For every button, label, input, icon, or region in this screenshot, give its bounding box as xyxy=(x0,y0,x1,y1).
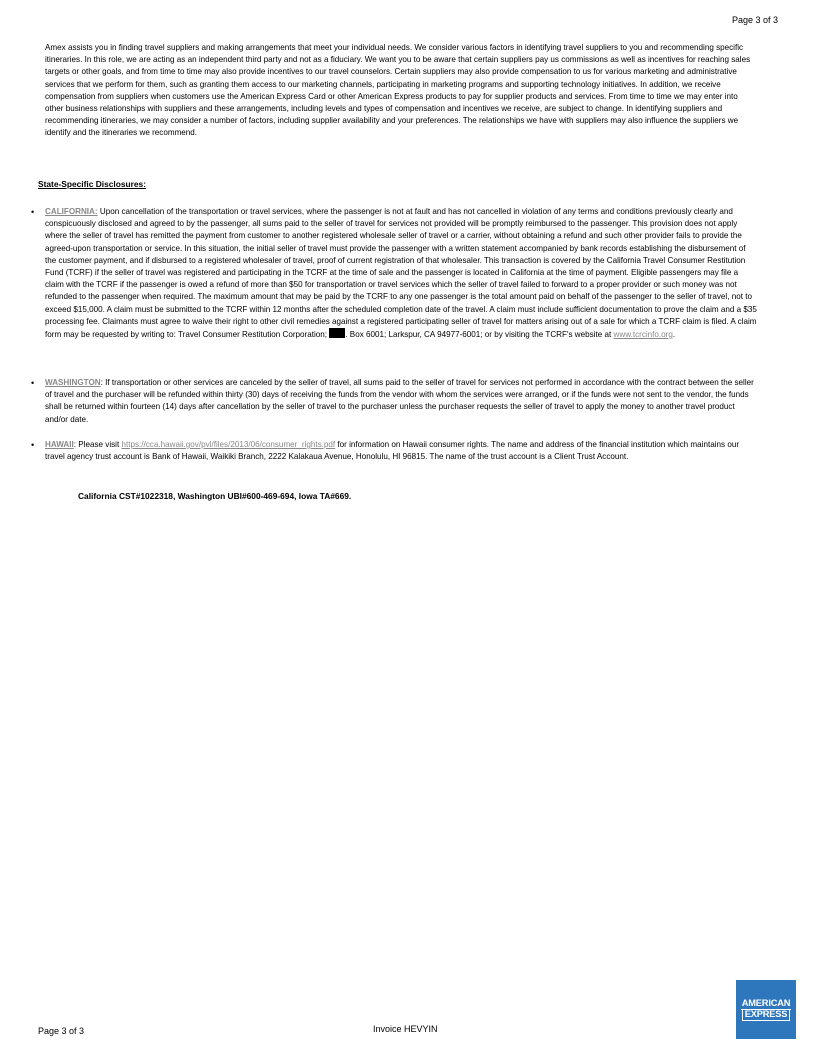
intro-paragraph: Amex assists you in finding travel suppliers and making arrangements that meet your individual needs. We consider various factors in identifying travel suppliers to you and recommending specific itineraries. In this role, we are acting as an independent third party and not as a fiduciary. We want you to be aware that certain suppliers pay us commissions as well as incentives for reaching sales targets or other goals, and from time to time may also provide incentives to our travel counselors. Certain suppliers may also provide compensation to us for various marketing and administrative services that we perform for them, such as granting them access to our marketing channels, participating in marketing programs and supporting technology initiatives. In addition, we receive compensation from suppliers when customers use the American Express Card or other American Express products to pay for supplier products and services. From time to time we may enter into other business relationships with suppliers and these arrangements, including levels and types of compensation and incentives we receive, are subject to change. In identifying suppliers and recommending itineraries, we may consider a number of factors, including supplier availability and your preferences. The relationships we have with suppliers may also influence the suppliers we identify and the itineraries we recommend. xyxy=(45,43,751,138)
bullet-icon: • xyxy=(31,378,35,388)
american-express-logo xyxy=(736,980,796,1039)
logo-line-1: AMERICAN xyxy=(741,998,791,1008)
bullet-icon: • xyxy=(31,207,35,217)
california-address-text: . Box 6001; Larkspur, CA 94977-6001; or by visiting the TCRF's website at xyxy=(345,330,614,340)
footer-page-number: Page 3 of 3 xyxy=(38,1026,85,1036)
registration-numbers: California CST#1022318, Washington UBI#600-469-694, Iowa TA#669. xyxy=(78,491,352,501)
bullet-icon: • xyxy=(31,440,35,450)
hawaii-state-link[interactable]: HAWAII xyxy=(45,440,74,449)
hawaii-disclosure xyxy=(31,439,757,463)
washington-text: : If transportation or other services are canceled by the seller of travel, all sums paid to the seller of travel for services not performed in accordance with the contract between the seller of travel and the purchaser will be refunded within thirty (30) days of receiving the funds from the vendor with whom the services were arranged, or if the funds were not sent to the vendor, the funds shall be returned within fourteen (14) days after cancellation by the seller of travel to the purchaser unless the purchaser requests the seller of travel to apply the money to another travel product and/or date. xyxy=(45,378,754,424)
hawaii-text-before: : Please visit xyxy=(73,440,122,449)
section-title: State-Specific Disclosures: xyxy=(38,179,146,189)
tcrf-website-link[interactable]: www.tcrcinfo.org xyxy=(613,330,673,340)
washington-state-link[interactable]: WASHINGTON xyxy=(45,378,101,387)
logo-line-2: EXPRESS xyxy=(742,1009,791,1021)
footer-invoice: Invoice HEVYIN xyxy=(373,1024,438,1034)
california-text: Upon cancellation of the transportation or travel services, where the passenger is not at fault and has not cancelled in violation of any terms and conditions previously clearly and conspicuously disclosed and agreed to by the passenger, all sums paid to the seller of travel for services not provided will be promptly reimbursed to the passenger. This provision does not apply where the seller of travel has remitted the payment from customer to another registered wholesale seller of travel or a carrier, without obtaining a refund and such other provider fails to provide the agreed-upon transportation or service. In this situation, the initial seller of travel must provide the passenger with a written statement accompanied by bank records establishing the disbursement of the customer payment, and if disbursed to a registered wholesaler of travel, proof of current registration of that wholesaler. This transaction is covered by the California Travel Consumer Restitution Fund (TCRF) if the seller of travel was registered and participating in the TCRF at the time of sale and the passenger is located in California at the time of payment. Eligible passengers may file a claim with the TCRF if the passenger is owed a refund of more than $50 for transportation or travel services which the seller of travel failed to forward to a proper provider or such money was not refunded to the passenger when required. The maximum amount that may be paid by the TCRF to any one passenger is the total amount paid on behalf of the passenger to the seller of travel, not to exceed $15,000. A claim must be submitted to the TCRF within 12 months after the scheduled completion date of the travel. A claim must include sufficient documentation to prove the claim and a $35 processing fee. Claimants must agree to waive their right to other civil remedies against a registered participating seller of travel for matters arising out of a sale for which a TCRF claim is filed. A claim form may be requested by writing to: Travel Consumer Restitution Corporation; xyxy=(45,207,757,340)
hawaii-text-after: for information on Hawaii consumer rights. The name and address of the financial institution which maintains our travel agency trust account is Bank of Hawaii, Waikiki Branch, 2222 Kalakaua Avenue, Honolulu, HI 96815. The name of the trust account is a Client Trust Account. xyxy=(45,440,740,462)
california-disclosure xyxy=(31,206,757,341)
hawaii-consumer-rights-link[interactable]: https://cca.hawaii.gov/pvl/files/2013/06/consumer_rights.pdf xyxy=(121,440,336,449)
california-state-link[interactable]: CALIFORNIA: xyxy=(45,207,98,216)
california-end: . xyxy=(672,330,676,340)
washington-disclosure xyxy=(31,377,757,426)
header-page-number: Page 3 of 3 xyxy=(731,15,778,25)
redaction-block xyxy=(329,328,345,338)
